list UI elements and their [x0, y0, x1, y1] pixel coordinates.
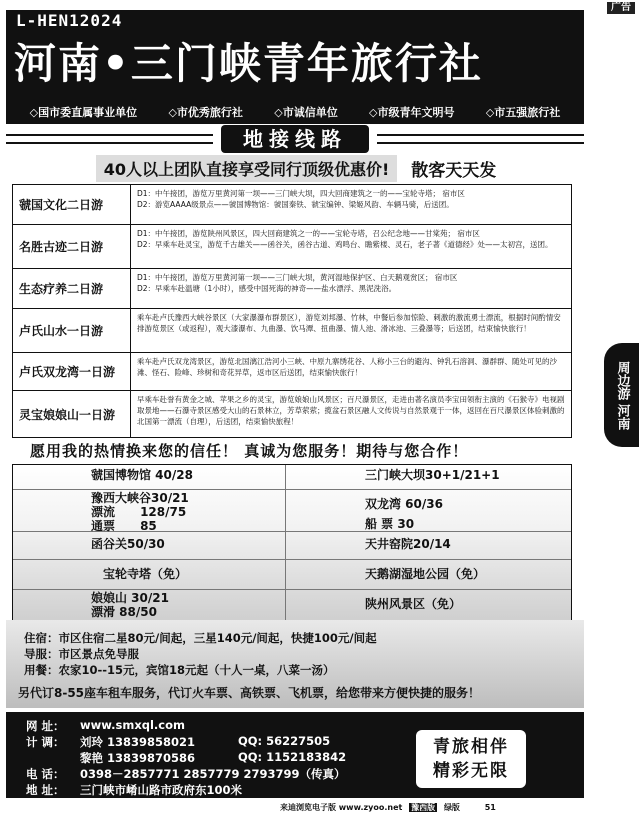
price-item: 娘娘山 30/21 漂滑 88/50 — [91, 591, 169, 619]
honor-item: ◇国市委直属事业单位 — [29, 106, 138, 119]
phone-label: 电 话： — [26, 767, 65, 781]
route-name: 卢氏山水一日游 — [13, 309, 131, 352]
offer-text: 40人以上团队直接享受同行顶级优惠价! — [96, 155, 398, 182]
price-item: 三门峡大坝30+1/21+1 — [365, 468, 500, 482]
honor-item: ◇市五强旅行社 — [485, 106, 561, 119]
ad-tag: 广告 — [607, 2, 635, 14]
price-item: 陕州风景区（免） — [365, 597, 462, 611]
honor-item: ◇市优秀旅行社 — [168, 106, 243, 119]
route-name: 卢氏双龙湾一日游 — [13, 353, 131, 390]
route-desc: 早乘车赴誉有黄金之城、苹果之乡的灵宝，游览娘娘山风景区；百尺瀑景区，走进由著名演员李宝田领衔主演的《石猴寺》电视剧取景地——石瀑寺景区感受大山的石景林立，芳草萦萦；揽盆石景区融人文传说与自然景观于一体，返回在百尺瀑景区体验刺激的北国第一漂流（自理），后送团，结束愉快旅程！ — [137, 395, 565, 426]
price-divider — [13, 559, 571, 560]
price-divider — [13, 489, 571, 490]
info-guide: 导服：市区景点免导服 — [24, 647, 139, 661]
agency-title: 河南•三门峡青年旅行社 — [14, 39, 483, 88]
ad-code: L-HEN12024 — [16, 11, 123, 30]
honor-item: ◇市诚信单位 — [274, 106, 338, 119]
promo-line: 青旅相伴 — [433, 737, 509, 757]
phone-numbers: 0398－2857771 2857779 2793799（传真） — [80, 767, 346, 781]
honor-item: ◇市级青年文明号 — [369, 106, 455, 119]
route-desc: D1：中午接团，游览陕州风景区，四大回商建筑之一的——宝轮寺塔，召公纪念地——甘棠苑； 宿市区 D2：早乘车赴灵宝，游览千古雄关——函谷关，函谷古道、鸡鸣台、瞻紫楼、灵石，老子著《道德经》处——太初宫，送团。 — [137, 229, 553, 249]
routes-table — [12, 184, 572, 438]
offer-extra: 散客天天发 — [411, 160, 497, 181]
qq-2: QQ: 1152183842 — [238, 750, 347, 764]
price-item: 豫西大峡谷30/21 漂流 128/75 通票 85 — [91, 491, 189, 533]
banner-divider — [377, 134, 584, 144]
route-name: 虢国文化二日游 — [13, 185, 131, 224]
offer-line — [36, 154, 556, 182]
route-desc: D1：中午接团，游览万里黄河第一坝——三门峡大坝，黄河湿地保护区、白天鹅观赏区； 宿市区 D2：早乘车赴温塘（1小时），感受中国死海的神奇——盐水漂浮、黑泥洗浴。 — [137, 273, 458, 293]
adviser-1: 刘玲 13839858021 — [80, 735, 196, 749]
promo-line: 精彩无限 — [433, 761, 509, 781]
page-number: 51 — [484, 803, 496, 812]
side-tab-bottom: 河南 — [614, 403, 630, 430]
price-divider — [13, 589, 571, 590]
price-item: 虢国博物馆 40/28 — [91, 468, 193, 482]
info-lodging: 住宿：市区住宿二星80元/间起，三星140元/间起，快捷100元/间起 — [24, 631, 377, 645]
promo-badge — [416, 730, 526, 788]
address-text: 三门峡市崤山路市政府东100米 — [80, 783, 243, 797]
route-desc: 乘车赴卢氏豫西大峡谷景区（大家瀑瀑布群景区），游览刘邦瀑、竹林，中餐后参加惊险、刺激的激流勇士漂流，根据时间酌情安排游览景区（或返程），观大漆瀑布、九曲瀑、饮马潭、扭曲瀑、情人池、滑冰池、三叠瀑等；后送团，结束愉快旅行！ — [137, 313, 561, 333]
adviser-label: 计 调： — [26, 735, 65, 749]
price-item: 天鹅湖湿地公园（免） — [365, 567, 486, 581]
services-line: 另代订8-55座车租车服务，代订火车票、高铁票、飞机票，给您带来方便快捷的服务！ — [18, 686, 481, 700]
route-name: 名胜古迹二日游 — [13, 225, 131, 268]
route-row — [13, 185, 571, 225]
qq-1: QQ: 56227505 — [238, 734, 331, 748]
footer-edition: 绿版 — [443, 803, 460, 812]
info-meals: 用餐：农家10--15元，宾馆18元起（十人一桌，八菜一汤） — [24, 663, 335, 677]
section-banner-row — [6, 124, 584, 154]
honors-bar — [6, 100, 584, 124]
route-row — [13, 391, 571, 437]
price-item: 函谷关50/30 — [91, 537, 165, 551]
footer-url: 来迪浏览电子版 www.zyoo.net — [280, 803, 403, 812]
page-footer — [280, 802, 496, 813]
banner-divider — [6, 134, 213, 144]
route-row — [13, 353, 571, 391]
address-label: 地 址： — [26, 783, 65, 797]
price-item: 双龙湾 60/36 船 票 30 — [365, 497, 443, 531]
side-tab-top: 周边游 — [614, 360, 630, 400]
header-banner — [6, 10, 584, 100]
route-row — [13, 269, 571, 309]
route-name: 灵宝娘娘山一日游 — [13, 391, 131, 437]
side-tab — [604, 343, 639, 447]
price-item: 宝轮寺塔（免） — [103, 567, 188, 581]
route-row — [13, 225, 571, 269]
website-label: 网 址： — [26, 719, 65, 733]
website-link[interactable]: www.smxql.com — [80, 718, 185, 732]
route-name: 生态疗养二日游 — [13, 269, 131, 308]
slogan: 愿用我的热情换来您的信任！ 真诚为您服务！期待与您合作！ — [30, 442, 469, 460]
route-desc: D1：中午接团，游览万里黄河第一坝——三门峡大坝，四大回商建筑之一的——宝轮寺塔； 宿市区 D2：游览AAAA级景点——虢国博物馆：虢国秦铁、虢宝编钟、梁姬风韵、车辆马骑，后送团。 — [137, 189, 465, 209]
section-banner: 地接线路 — [221, 125, 369, 153]
route-row — [13, 309, 571, 353]
price-table — [12, 464, 572, 622]
price-item: 天井窑院20/14 — [365, 537, 451, 551]
adviser-2: 黎艳 13839870586 — [80, 751, 196, 765]
route-desc: 乘车赴卢氏双龙湾景区，游览北国漓江浩河小三峡、中原九寨绣花谷、人称小三台的避沟、钟乳石溶洞、瀑群群、随处可见的沙滩、怪石、险峰、珍树和奇花异草，返市区后送团，结束愉快旅行！ — [137, 357, 557, 377]
footer-section: 豫西版 — [411, 803, 436, 812]
